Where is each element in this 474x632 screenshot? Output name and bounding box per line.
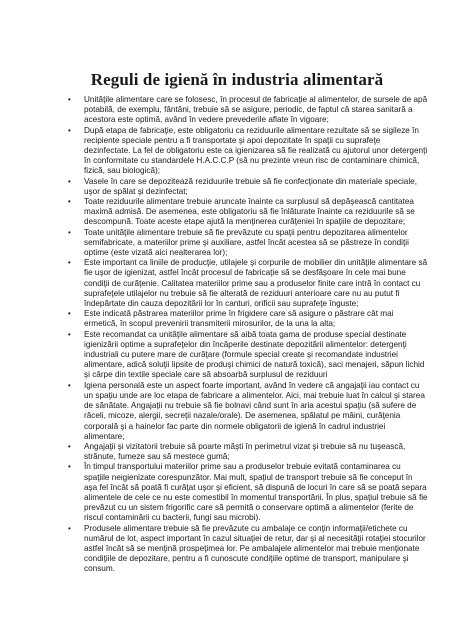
rule-item	[68, 309, 428, 329]
bullet-icon: •	[68, 380, 71, 390]
bullet-icon: •	[68, 441, 71, 451]
rule-item	[68, 381, 428, 442]
bullet-icon: •	[68, 95, 71, 104]
rule-item	[68, 442, 428, 462]
bullet-icon: •	[68, 462, 71, 472]
bullet-icon: •	[68, 197, 71, 207]
rule-item	[68, 524, 428, 575]
rule-item	[68, 462, 428, 523]
rule-text: Unităţile alimentare care se folosesc, în procesul de fabricaţie al alimentelor, de sursele de apă potabilă, de exemplu, fântâni, trebuie să se asigure, periodic, de faptul că starea sanitară a acestora este optimă, având în vedere prevederile aflate în vigoare;	[84, 95, 428, 125]
bullet-icon: •	[68, 329, 71, 339]
rule-item	[68, 197, 428, 228]
rule-text: După etapa de fabricaţie, este obligatoriu ca reziduurile alimentare rezultate să se sigileze în recipiente speciale pentru a fi transportate şi apoi depozitate în spaţii cu suprafeţe dezinfectate. La fel de obligatoriu este ca igienizarea să fie realizată cu ajutorul unor detergenţi în conformitate cu standardele H.A.C.C.P (să nu prezinte vreun risc de contaminare chimică, fizică, sau biologică);	[84, 125, 428, 176]
bullet-icon: •	[68, 523, 71, 533]
rule-text: Angajaţii şi vizitatorii trebuie să poarte măşti în perimetrul vizat şi trebuie să nu tuşească, strănute, fumeze sau să mestece gumă;	[84, 441, 406, 462]
rule-text: În timpul transportului materiilor prime sau a produselor trebuie evitată contaminarea cu spaţiile neigienizate corespunzător. Mai mult, spaţiul de transport trebuie să fie conceput în aşa fel încât să poată fi curăţat uşor şi eficient, să dispună de locuri în care să se poată separa alimentele de cele ce nu este comestibil în momentul transportării. În plus, spaţiul trebuie să fie prevăzut cu un sistem frigorific care să permită o conservare optimă a alimentelor (ferite de riscul contaminării cu bacterii, fungi sau microbi).	[84, 462, 428, 523]
rule-text: Este indicată păstrarea materiilor prime în frigidere care să asigure o păstrare cât mai ermetică, în scopul prevenirii transmiterii mirosurilor, de la una la alta;	[84, 309, 394, 329]
document-title: Reguli de igienă în industria alimentară	[90, 70, 384, 89]
rule-item	[68, 177, 428, 197]
rule-item	[68, 126, 428, 177]
rules-list	[68, 95, 428, 575]
rule-item	[68, 95, 428, 126]
rule-item	[68, 330, 428, 381]
rule-text: Toate unităţile alimentare trebuie să fie prevăzute cu spaţii pentru depozitarea alimentelor semifabricate, a materiilor prime şi auxiliare, astfel încât acestea să se păstreze în condiţii optime (este vizată aici nealterarea lor);	[84, 227, 409, 258]
rule-text: Igiena personală este un aspect foarte important, având în vedere că angajaţii iau contact cu un spaţiu unde are loc etapa de fabricare a alimentelor. Aici, mai trebuie luat în calcul şi starea de sănătate. Angajaţii nu trebuie să fie bolnavi când sunt în aria acestui spaţiu (să sufere de răceli, micoze, alergii, secreţii nazale/orale). De asemenea, spălatul pe mâini, curăţenia corporală şi a hainelor fac parte din normele obligatorii de igienă în cadrul industriei alimentare;	[84, 380, 425, 441]
bullet-icon: •	[68, 176, 71, 186]
bullet-icon: •	[68, 125, 71, 135]
rule-text: Toate reziduurile alimentare trebuie aruncate înainte ca surplusul să depăşească cantitatea maximă admisă. De asemenea, este obligatoriu să fie înlăturate înainte ca reziduurile să se descompună. Toate aceste etape ajută la menţinerea curăţeniei în spaţiile de depozitare;	[84, 197, 415, 227]
bullet-icon: •	[68, 258, 71, 268]
bullet-icon: •	[68, 227, 71, 237]
rule-item	[68, 228, 428, 259]
rule-text: Produsele alimentare trebuie să fie prevăzute cu ambalaje ce conţin informaţii/etichete cu numărul de lot, aspect important în cazul situaţiei de retur, dar şi al necesităţii rotaţiei stocurilor astfel încât să se menţină prospeţimea lor. Pe ambalajele alimentelor mai trebuie menţionate condiţiile de depozitare, pentru a fi cunoscute condiţiile optime de transport, manipulare şi consum.	[84, 523, 426, 574]
rule-text: Vasele în care se depozitează reziduurile trebuie să fie confecţionate din materiale speciale, uşor de spălat şi dezinfectat;	[84, 176, 418, 196]
rule-text: Este recomandat ca unităţile alimentare să aibă toata gama de produse special destinate igienizării optime a suprafeţelor din încăperile destinate depozitării alimentelor: detergenţi industriali cu putere mare de curăţare (formule special create şi recomandate industriei alimentare, adică soluţii lipsite de produşi chimici de natură toxică), saci menajeri, săpun lichid şi cârpe din textile speciale care să absoarbă surplusul de reziduuri	[84, 329, 425, 380]
rule-item	[68, 258, 428, 309]
rule-text: Este important ca liniile de producţie, utilajele şi corpurile de mobilier din unităţile alimentare să fie uşor de igienizat, astfel încât procesul de fabricaţie să se desfăşoare în cele mai bune condiţii de curăţenie. Calitatea materiilor prime sau a produselor finite care intră în contact cu suprafeţele utilajelor nu trebuie să fie alterată de reziduuri anterioare care nu au putut fi îndepărtate din cauza depozitării lor în canturi, orificii sau suprafeţe înguste;	[84, 258, 428, 309]
bullet-icon: •	[68, 309, 71, 319]
